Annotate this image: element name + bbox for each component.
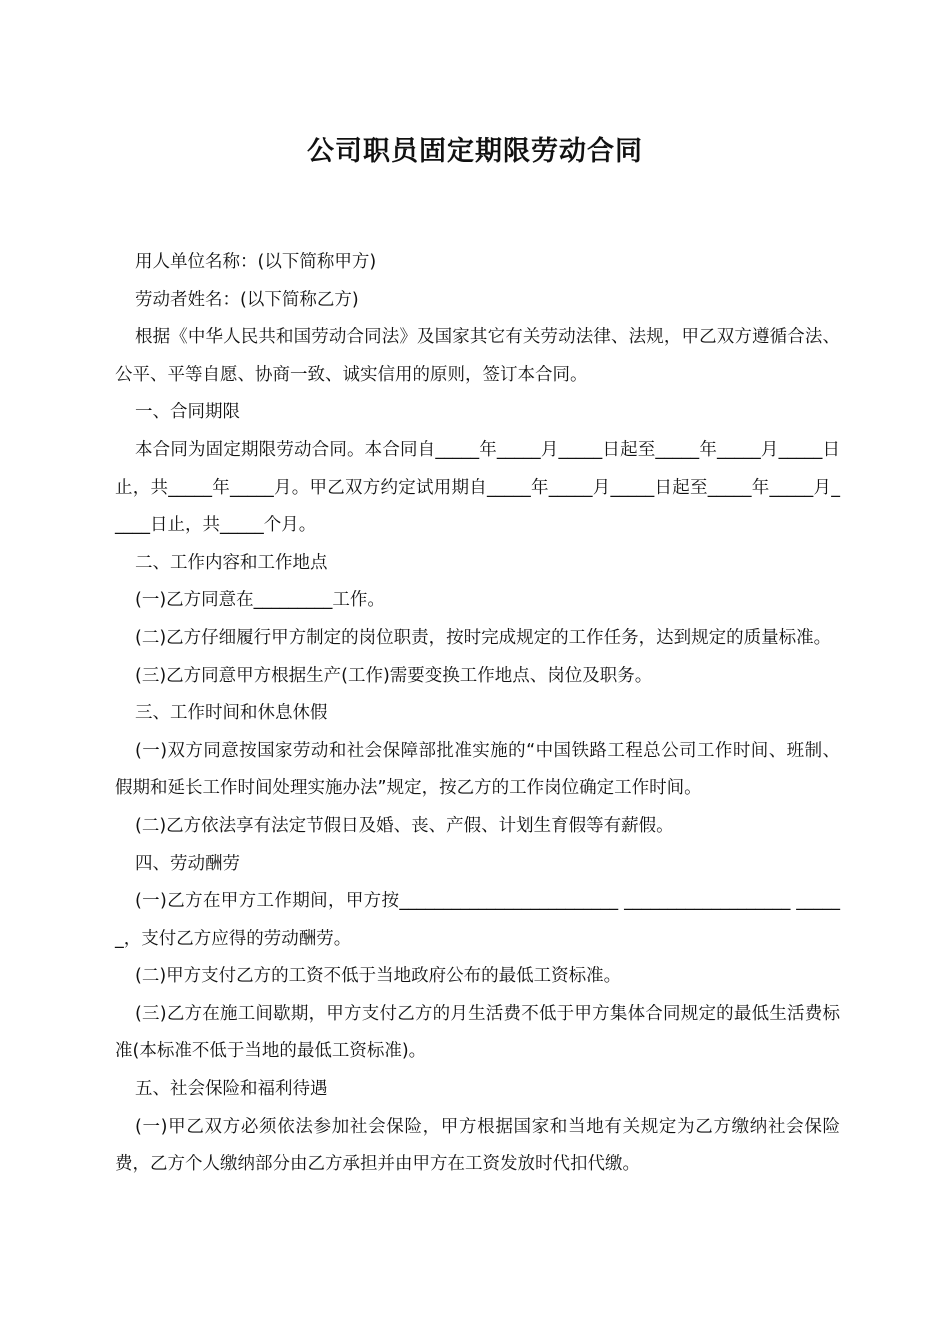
section-heading-working-hours: 三、工作时间和休息休假 [135, 703, 328, 724]
paragraph-minimum-wage: (二)甲方支付乙方的工资不低于当地政府公布的最低工资标准。 [135, 966, 622, 987]
paragraph-job-duties: (二)乙方仔细履行甲方制定的岗位职责，按时完成规定的工作任务，达到规定的质量标准。 [135, 627, 832, 648]
paragraph-remuneration-basis: (一)乙方在甲方工作期间，甲方按_________________________ ___________________ ______，支付乙方应得的劳动酬劳。 [115, 891, 840, 949]
section-heading-social-insurance: 五、社会保险和福利待遇 [135, 1079, 328, 1100]
paragraph-contract-term: 本合同为固定期限劳动合同。本合同自_____年_____月_____日起至_____年_____月_____日止，共_____年_____月。甲乙双方约定试用期自_____年_____月_____日起至_____年_____月_____日止，共_____个月。 [115, 439, 840, 536]
paragraph-social-insurance: (一)甲乙双方必须依法参加社会保险，甲方根据国家和当地有关规定为乙方缴纳社会保险费，乙方个人缴纳部分由乙方承担并由甲方在工资发放时代扣代缴。 [115, 1116, 840, 1175]
paragraph-employer-name: 用人单位名称：(以下简称甲方) [135, 252, 377, 272]
section-heading-remuneration: 四、劳动酬劳 [135, 853, 240, 874]
paragraph-working-hours: (一)双方同意按国家劳动和社会保障部批准实施的“中国铁路工程总公司工作时间、班制、假期和延长工作时间处理实施办法”规定，按乙方的工作岗位确定工作时间。 [115, 740, 840, 799]
section-heading-work-content: 二、工作内容和工作地点 [135, 552, 328, 573]
paragraph-living-allowance: (三)乙方在施工间歇期，甲方支付乙方的月生活费不低于甲方集体合同规定的最低生活费标准(本标准不低于当地的最低工资标准)。 [115, 1003, 840, 1062]
paragraph-work-location: (一)乙方同意在_________工作。 [135, 590, 385, 611]
document-body [115, 244, 840, 1184]
section-heading-contract-term: 一、合同期限 [135, 402, 240, 423]
paragraph-paid-leave: (二)乙方依法享有法定节假日及婚、丧、产假、计划生育假等有薪假。 [135, 815, 674, 836]
document-title: 公司职员固定期限劳动合同 [307, 136, 643, 167]
paragraph-employee-name: 劳动者姓名：(以下简称乙方) [135, 289, 359, 310]
paragraph-job-change: (三)乙方同意甲方根据生产(工作)需要变换工作地点、岗位及职务。 [135, 665, 653, 686]
paragraph-preamble: 根据《中华人民共和国劳动合同法》及国家其它有关劳动法律、法规，甲乙双方遵循合法、公平、平等自愿、协商一致、诚实信用的原则，签订本合同。 [115, 327, 840, 385]
